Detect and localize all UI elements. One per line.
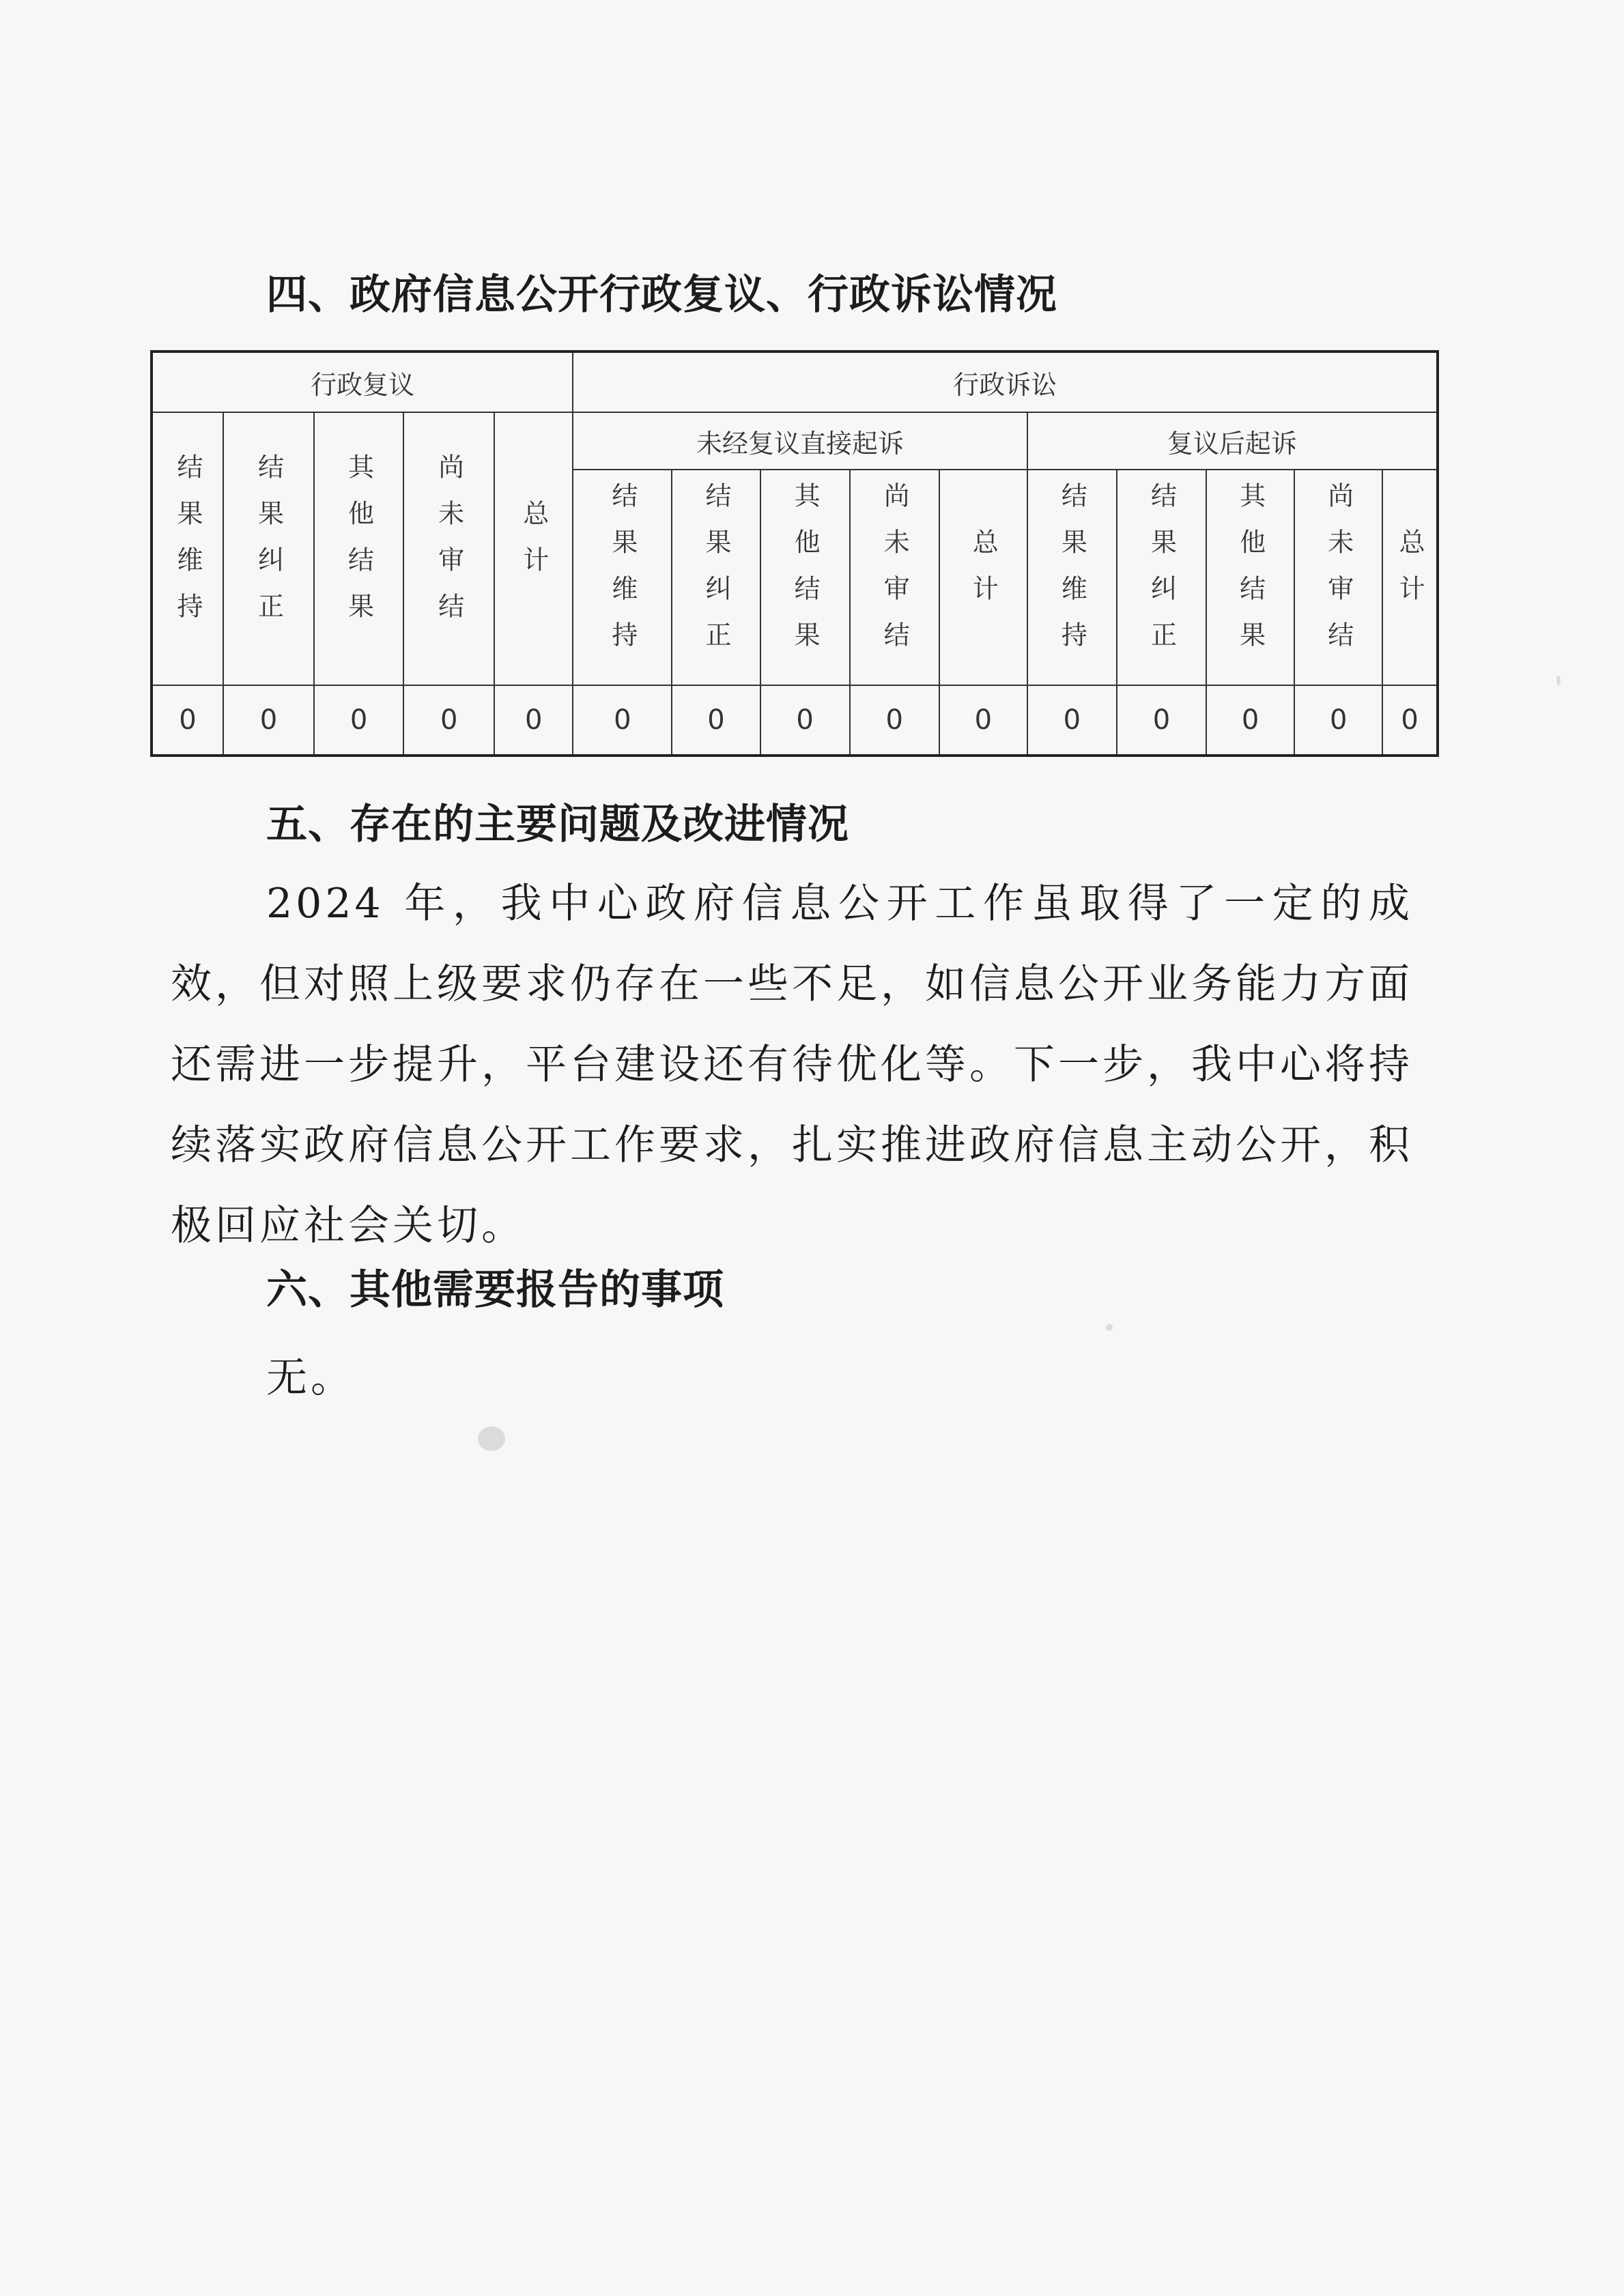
review-col-header bbox=[152, 412, 223, 685]
review-col-header bbox=[403, 412, 494, 685]
column-label: 结果维持 bbox=[172, 453, 203, 639]
header-admin-review: 行政复议 bbox=[152, 351, 573, 412]
review-litigation-table bbox=[150, 350, 1439, 757]
column-label: 其他结果 bbox=[790, 481, 821, 668]
column-label: 其他结果 bbox=[343, 453, 374, 639]
section6-heading: 六、其他需要报告的事项 bbox=[266, 1266, 724, 1314]
after-col-header bbox=[1027, 470, 1117, 685]
column-label: 结果维持 bbox=[607, 481, 638, 668]
after-value: 0 bbox=[1382, 685, 1438, 756]
direct-col-header bbox=[672, 470, 760, 685]
review-col-header bbox=[314, 412, 403, 685]
after-value: 0 bbox=[1294, 685, 1382, 756]
header-after-review-suit: 复议后起诉 bbox=[1027, 412, 1438, 470]
column-label: 结果纠正 bbox=[1146, 481, 1177, 668]
scan-speck bbox=[478, 1426, 505, 1451]
column-label: 结果纠正 bbox=[700, 481, 731, 668]
review-value: 0 bbox=[152, 685, 223, 756]
scan-speck bbox=[1556, 676, 1561, 685]
direct-value: 0 bbox=[573, 685, 672, 756]
after-value: 0 bbox=[1206, 685, 1294, 756]
section6-paragraph: 无。 bbox=[266, 1354, 355, 1402]
after-col-header bbox=[1382, 470, 1438, 685]
review-col-header bbox=[494, 412, 573, 685]
scan-speck bbox=[1106, 1324, 1113, 1331]
section5-paragraph: 2024 年，我中心政府信息公开工作虽取得了一定的成效，但对照上级要求仍存在一些不足，如信息公开业务能力方面还需进一步提升，平台建设还有待优化等。下一步，我中心将持续落实政府信息公开工作要求，扎实推进政府信息主动公开，积极回应社会关切。 bbox=[171, 880, 1413, 1250]
after-value: 0 bbox=[1117, 685, 1206, 756]
column-label: 尚未审结 bbox=[433, 453, 464, 639]
after-col-header bbox=[1117, 470, 1206, 685]
review-value: 0 bbox=[223, 685, 314, 756]
review-value: 0 bbox=[403, 685, 494, 756]
after-col-header bbox=[1206, 470, 1294, 685]
after-value: 0 bbox=[1027, 685, 1117, 756]
review-col-header bbox=[223, 412, 314, 685]
direct-value: 0 bbox=[760, 685, 850, 756]
column-label: 尚未审结 bbox=[879, 481, 910, 668]
column-label: 尚未审结 bbox=[1323, 481, 1354, 668]
column-label: 总计 bbox=[1395, 528, 1425, 621]
section4-heading: 四、政府信息公开行政复议、行政诉讼情况 bbox=[266, 271, 1057, 319]
review-value: 0 bbox=[494, 685, 573, 756]
direct-col-header bbox=[760, 470, 850, 685]
review-value: 0 bbox=[314, 685, 403, 756]
section5-heading: 五、存在的主要问题及改进情况 bbox=[266, 801, 849, 848]
column-label: 结果维持 bbox=[1057, 481, 1087, 668]
direct-col-header bbox=[573, 470, 672, 685]
after-col-header bbox=[1294, 470, 1382, 685]
direct-value: 0 bbox=[672, 685, 760, 756]
column-label: 结果纠正 bbox=[253, 453, 284, 639]
column-label: 总计 bbox=[968, 528, 999, 621]
header-direct-suit: 未经复议直接起诉 bbox=[573, 412, 1027, 470]
column-label: 总计 bbox=[518, 499, 549, 592]
direct-value: 0 bbox=[939, 685, 1027, 756]
direct-value: 0 bbox=[850, 685, 939, 756]
direct-col-header bbox=[850, 470, 939, 685]
direct-col-header bbox=[939, 470, 1027, 685]
header-admin-litigation: 行政诉讼 bbox=[573, 351, 1438, 412]
column-label: 其他结果 bbox=[1235, 481, 1266, 668]
